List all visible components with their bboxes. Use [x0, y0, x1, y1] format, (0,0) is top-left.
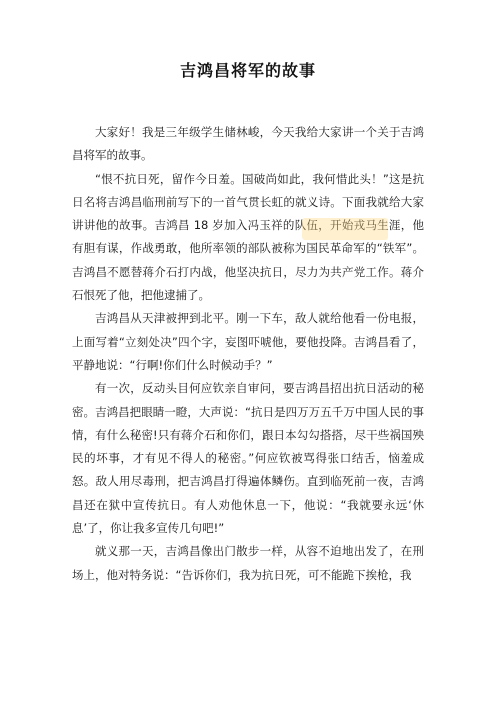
paragraph-execution-day: 就义那一天，吉鸿昌像出门散步一样，从容不迫地出发了，在刑场上，他对特务说：“告诉你们，我为抗日死，可不能跪下挨枪，我 — [72, 544, 424, 582]
document-title: 吉鸿昌将军的故事 — [179, 61, 316, 80]
paragraph-poem-story: “恨不抗日死，留作今日羞。国破尚如此，我何惜此头！”这是抗日名将吉鸿昌临刑前写下的一首气贯长虹的就义诗。下面我就给大家讲讲他的故事。吉鸿昌 18 岁加入冯玉祥的队伍，开始戎马生涯，他有胆有谋，作战勇敢，他所率领的部队被称为国民革命军的“铁军”。吉鸿昌不愿替蒋介石打内战，他坚决抗日，尽力为共产党工作。蒋介石恨死了他，把他逮捕了。 — [72, 171, 424, 303]
paragraph-interrogation: 有一次，反动头目何应钦亲自审问，要吉鸿昌招出抗日活动的秘密。吉鸿昌把眼睛一瞪，大声说：“抗日是四万万五千万中国人民的事情，有什么秘密!只有蒋介石和你们，跟日本勾勾搭搭，尽干些祸国殃民的坏事，才有见不得人的秘密。”何应钦被骂得张口结舌，恼羞成怒。敌人用尽毒刑，把吉鸿昌打得遍体鳞伤。直到临死前一夜，吉鸿昌还在狱中宣传抗日。有人劝他休息一下，他说：“我就要永远‘休息’了，你让我多宣传几句吧!” — [72, 381, 424, 536]
paragraph-intro: 大家好！我是三年级学生储林峻，今天我给大家讲一个关于吉鸿昌将军的故事。 — [72, 125, 424, 163]
paragraph-telegram: 吉鸿昌从天津被押到北平。刚一下车，敌人就给他看一份电报，上面写着“立刻处决”四个字，妄图吓唬他，要他投降。吉鸿昌看了，平静地说：“行啊!你们什么时候动手？” — [72, 311, 424, 372]
